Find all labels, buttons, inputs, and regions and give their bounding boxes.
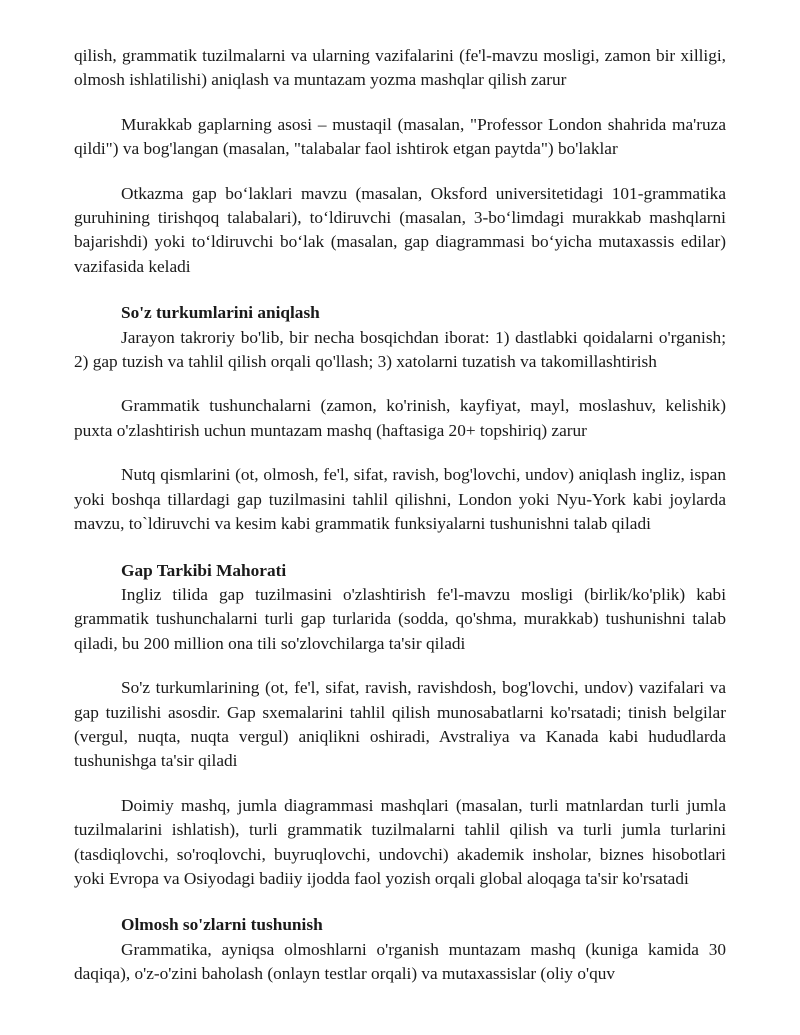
document-page bbox=[74, 44, 726, 987]
paragraph-6: Nutq qismlarini (ot, olmosh, fe'l, sifat, ravish, bog'lovchi, undov) aniqlash ingliz, ispan yoki boshqa tillardagi gap tuzilmasini tahlil qilishni, London yoki Nyu-York kabi joylarda mavzu, to`ldiruvchi va kesim kabi grammatik funksiyalarni tushunishni talab qiladi bbox=[74, 465, 726, 534]
paragraph-4: Jarayon takroriy bo'lib, bir necha bosqichdan iborat: 1) dastlabki qoidalarni o'rganish; 2) gap tuzish va tahlil qilish orqali qo'llash; 3) xatolarni tuzatish va takomillashtirish bbox=[74, 327, 726, 372]
paragraph-10: Grammatika, ayniqsa olmoshlarni o'rganish muntazam mashq (kuniga kamida 30 daqiqa), o'z-o'zini baholash (onlayn testlar orqali) va mutaxassislar (oliy o'quv bbox=[74, 939, 726, 984]
paragraph-8: So'z turkumlarining (ot, fe'l, sifat, ravish, ravishdosh, bog'lovchi, undov) vazifalari va gap tuzilishi asosdir. Gap sxemalarini tahlil qilish munosabatlarni ko'rsatadi; tinish belgilar (vergul, nuqta, nuqta vergul) aniqlikni oshiradi, Avstraliya va Kanada kabi hududlarda tushunishga ta'sir qiladi bbox=[74, 678, 726, 771]
section-heading-1: So'z turkumlarini aniqlash bbox=[121, 303, 320, 323]
paragraph-7: Ingliz tilida gap tuzilmasini o'zlashtirish fe'l-mavzu mosligi (birlik/ko'plik) kabi grammatik tushunchalarni turli gap turlarida (sodda, qo'shma, murakkab) tushunishni talab qiladi, bu 200 million ona tili so'zlovchilarga ta'sir qiladi bbox=[74, 584, 726, 653]
paragraph-3: Otkazma gap bo‘laklari mavzu (masalan, Oksford universitetidagi 101-grammatika guruhining tirishqoq talabalari), to‘ldiruvchi (masalan, 3-bo‘limdagi murakkab mashqlarni bajarishdi) yoki to‘ldiruvchi bo‘lak (masalan, gap diagrammasi bo‘yicha mutaxassis edilar) vazifasida keladi bbox=[74, 183, 726, 276]
section-heading-3: Olmosh so'zlarni tushunish bbox=[121, 915, 323, 935]
paragraph-5: Grammatik tushunchalarni (zamon, ko'rinish, kayfiyat, mayl, moslashuv, kelishik) puxta o'zlashtirish uchun muntazam mashq (haftasiga 20+ topshiriq) zarur bbox=[74, 396, 726, 440]
section-heading-2: Gap Tarkibi Mahorati bbox=[121, 560, 287, 580]
paragraph-9: Doimiy mashq, jumla diagrammasi mashqlari (masalan, turli matnlardan turli jumla tuzilmalarini ishlatish), turli grammatik tuzilmalarni tahlil qilish va turli jumla turlarini (tasdiqlovchi, so'roqlovchi, buyruqlovchi, undovchi) akademik insholar, biznes hisobotlari yoki Evropa va Osiyodagi badiiy ijodda faol yozish orqali global aloqaga ta'sir ko'rsatadi bbox=[74, 795, 726, 888]
paragraph-1: qilish, grammatik tuzilmalarni va ularning vazifalarini (fe'l-mavzu mosligi, zamon bir xilligi, olmosh ishlatilishi) aniqlash va muntazam yozma mashqlar qilish zarur bbox=[74, 46, 726, 90]
paragraph-2: Murakkab gaplarning asosi – mustaqil (masalan, "Professor London shahrida ma'ruza qildi") va bog'langan (masalan, "talabalar faol ishtirok etgan paytda") bo'laklar bbox=[74, 114, 726, 159]
